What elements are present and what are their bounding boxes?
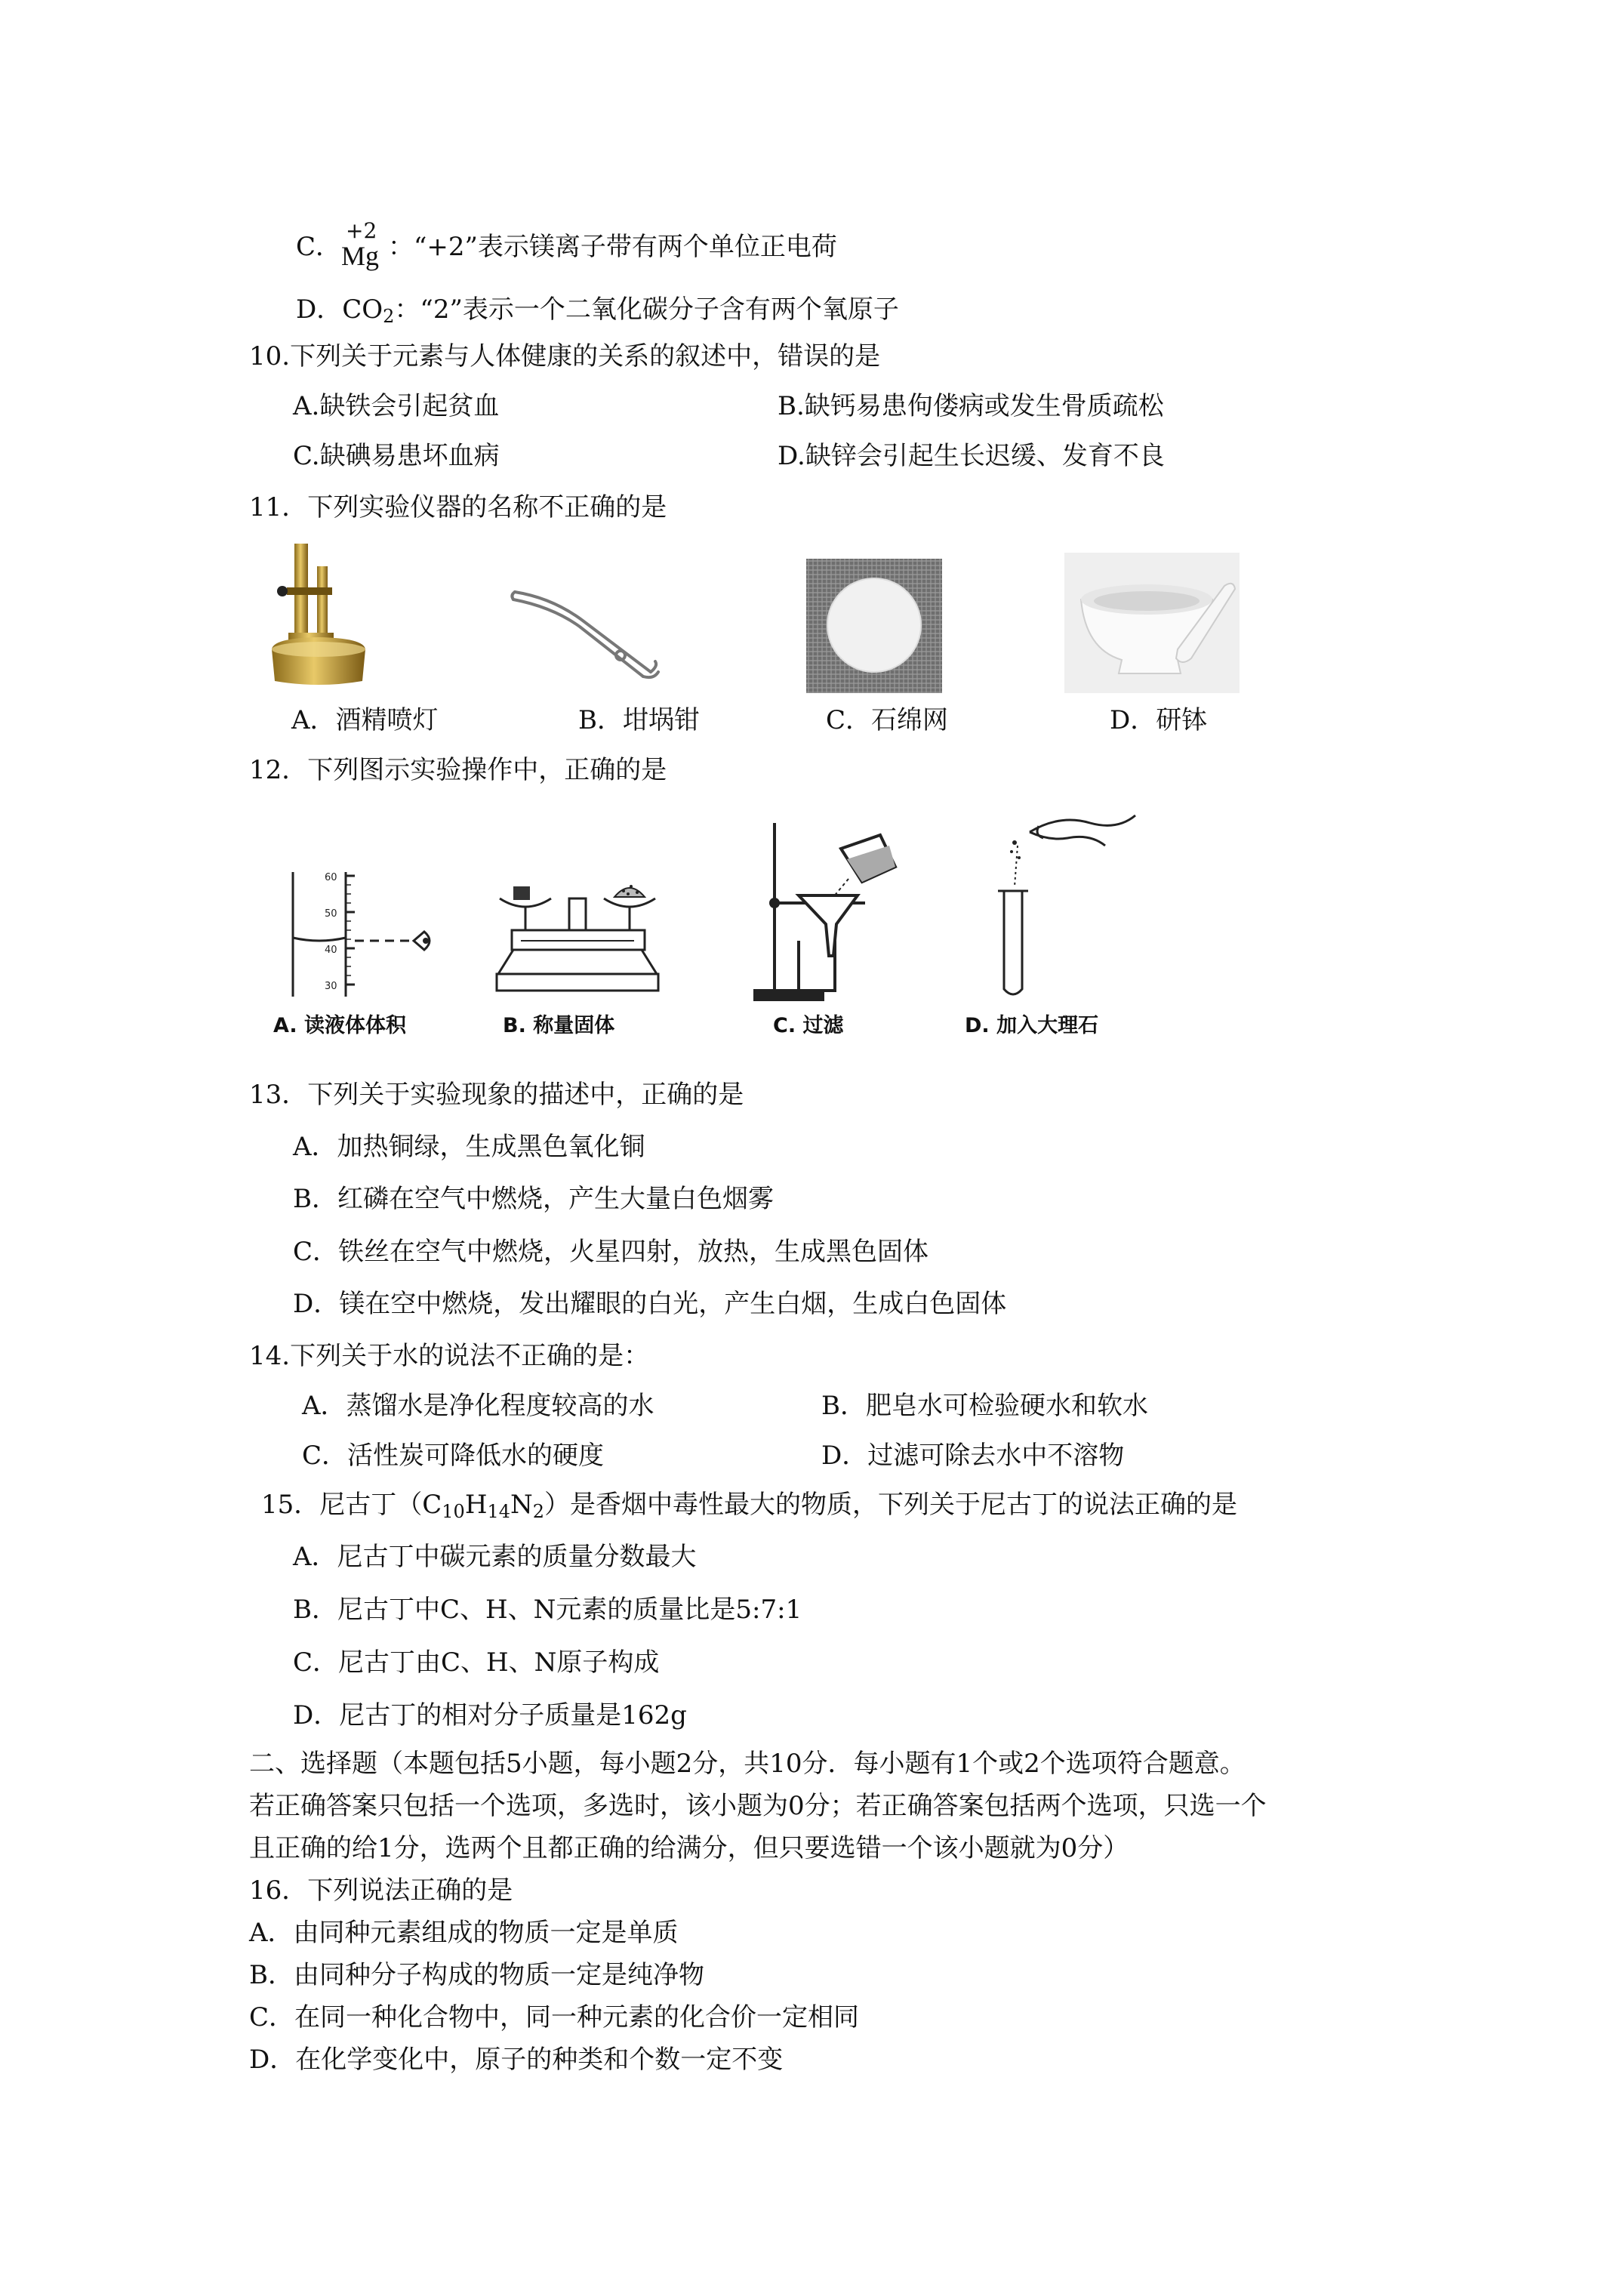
mortar-pestle-image [1064,553,1240,693]
cylinder-tick-50: 50 [325,908,337,920]
q10-option-d: D.缺锌会引起生长迟缓、发育不良 [778,441,1165,471]
q15-option-a: A．尼古丁中碳元素的质量分数最大 [293,1542,697,1572]
add-marble-figure [984,808,1143,1000]
q13-option-a: A．加热铜绿，生成黑色氧化铜 [293,1132,645,1162]
cylinder-tick-40: 40 [325,945,337,956]
q16-option-d: D．在化学变化中，原子的种类和个数一定不变 [249,2045,784,2075]
q10-stem: 10.下列关于元素与人体健康的关系的叙述中，错误的是 [249,341,881,371]
q11-stem: 11．下列实验仪器的名称不正确的是 [249,492,667,522]
alcohol-blast-lamp-image [266,544,371,691]
q15-option-d: D．尼古丁的相对分子质量是162g [293,1700,687,1730]
q10-option-c: C.缺碘易患坏血病 [293,441,500,471]
q16-stem: 16．下列说法正确的是 [249,1875,513,1906]
q13-option-d: D．镁在空中燃烧，发出耀眼的白光，产生白烟，生成白色固体 [293,1289,1007,1319]
graduated-cylinder-figure [279,868,445,1000]
mg-valence-symbol [341,218,388,271]
q13-option-c: C．铁丝在空气中燃烧，火星四射，放热，生成黑色固体 [293,1237,929,1267]
q12-option-a: A. 读液体体积 [273,1014,407,1037]
mg-valence: +2 [346,218,377,243]
section2-line2: 若正确答案只包括一个选项，多选时，该小题为0分；若正确答案包括两个选项，只选一个 [249,1791,1267,1821]
section2-line3: 且正确的给1分，选两个且都正确的给满分，但只要选错一个该小题就为0分） [249,1833,1129,1863]
q11-option-c: C．石绵网 [826,705,949,735]
section2-line1: 二、选择题（本题包括5小题，每小题2分，共10分．每小题有1个或2个选项符合题意。 [249,1749,1246,1779]
q16-option-a: A．由同种元素组成的物质一定是单质 [249,1918,679,1948]
q12-option-c: C. 过滤 [773,1014,844,1037]
q16-option-c: C．在同一种化合物中，同一种元素的化合价一定相同 [249,2002,860,2032]
q10-option-a: A.缺铁会引起贫血 [293,391,500,421]
q13-stem: 13．下列关于实验现象的描述中，正确的是 [249,1080,744,1110]
cylinder-tick-30: 30 [325,981,337,992]
q11-option-b: B．坩埚钳 [578,705,700,735]
q16-option-b: B．由同种分子构成的物质一定是纯净物 [249,1960,704,1990]
filtration-figure [752,820,910,1004]
q9-option-c: C． +2 Mg ：“+2”表示镁离子带有两个单位正电荷 [296,218,837,271]
q15-option-c: C．尼古丁由C、H、N原子构成 [293,1647,660,1678]
q14-stem: 14.下列关于水的说法不正确的是： [249,1341,650,1371]
q14-option-b: B．肥皂水可检验硬水和软水 [821,1391,1148,1421]
q14-option-d: D．过滤可除去水中不溶物 [821,1441,1125,1471]
mg-symbol: Mg [341,241,380,271]
q12-option-d: D. 加入大理石 [965,1014,1099,1037]
asbestos-gauze-image [806,559,942,693]
q14-option-c: C．活性炭可降低水的硬度 [302,1441,605,1471]
q13-option-b: B．红磷在空气中燃烧，产生大量白色烟雾 [293,1184,774,1214]
balance-weighing-figure [491,876,664,1004]
q9-option-d: D．$CO_2$：“2”表示一个二氧化碳分子含有两个氧原子 [296,294,899,327]
q12-option-b: B. 称量固体 [503,1014,615,1037]
crucible-tongs-image [507,583,666,681]
q10-option-b: B.缺钙易患佝偻病或发生骨质疏松 [778,391,1164,421]
q15-stem: 15．尼古丁$(C_{10}H_{14}N_2)$是香烟中毒性最大的物质，下列关于尼古丁的说法正确的是 [261,1490,1238,1522]
q15-option-b: B．尼古丁中C、H、N元素的质量比是5:7:1 [293,1595,802,1625]
cylinder-tick-60: 60 [325,872,337,883]
q11-option-a: A．酒精喷灯 [291,705,439,735]
q14-option-a: A．蒸馏水是净化程度较高的水 [302,1391,654,1421]
q11-option-d: D．研钵 [1110,705,1208,735]
q12-stem: 12．下列图示实验操作中，正确的是 [249,755,667,785]
